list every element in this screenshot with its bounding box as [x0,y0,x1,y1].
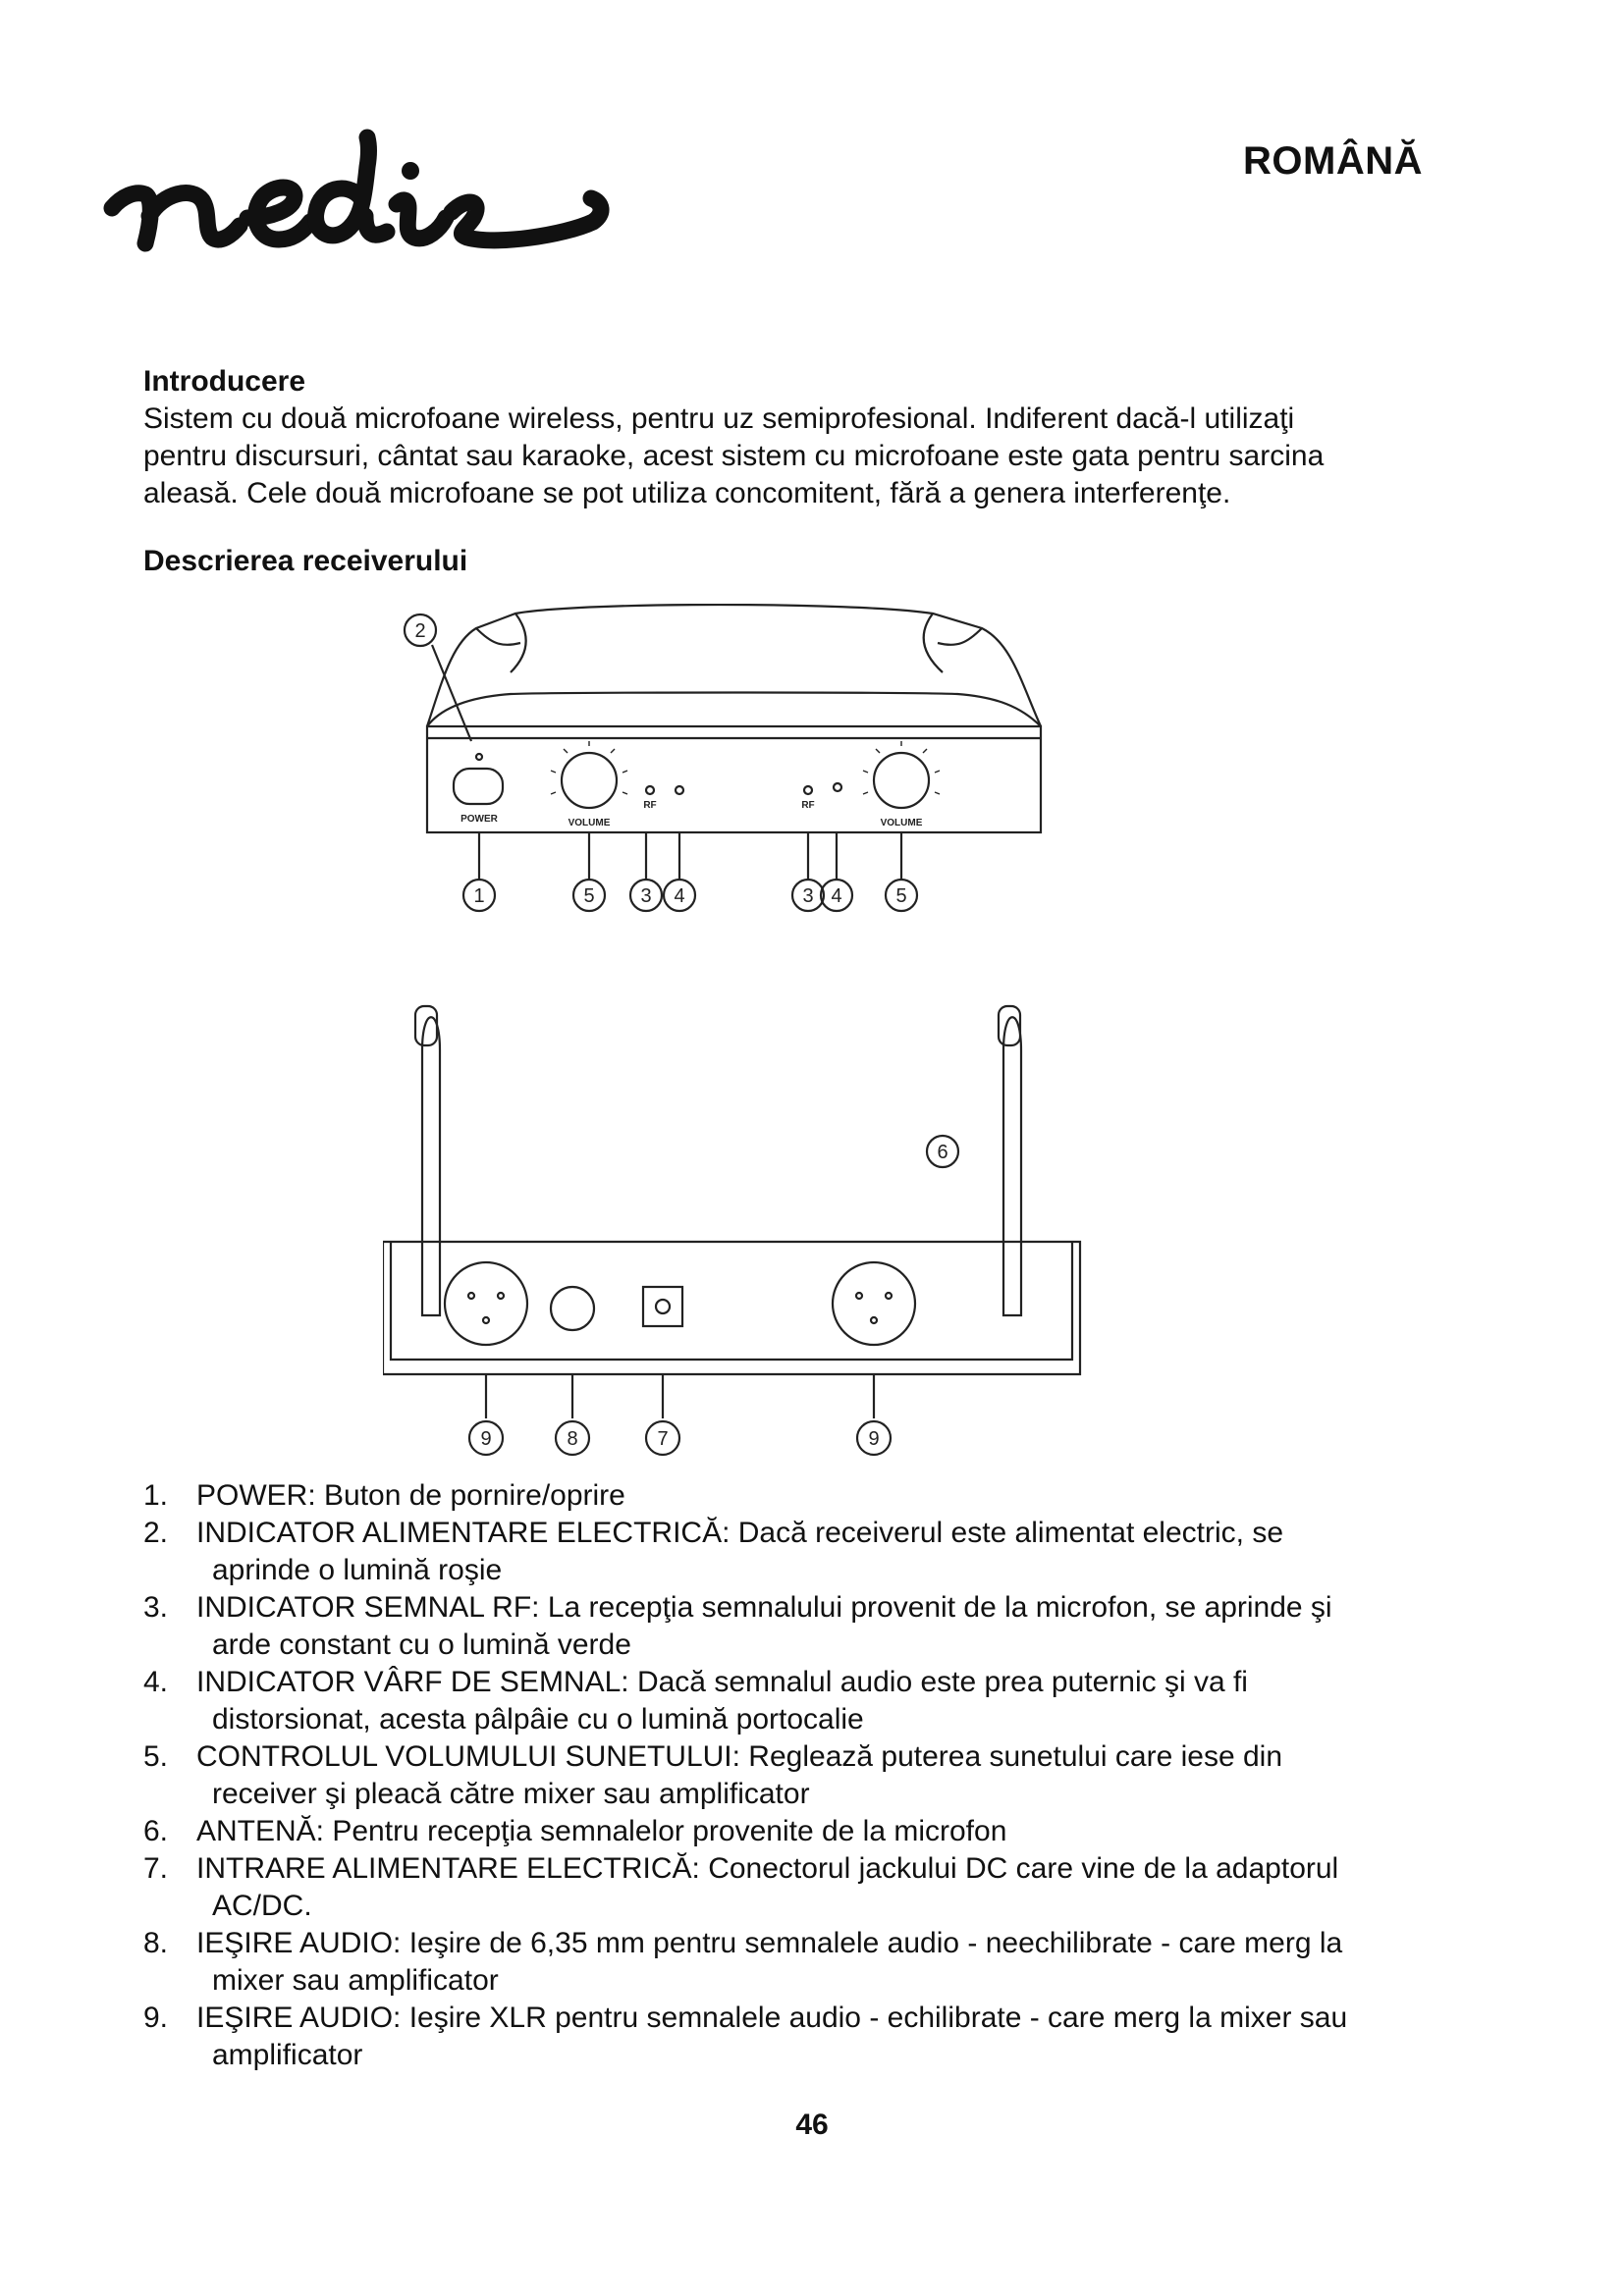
page-number: 46 [795,2109,829,2141]
callout-3-left: 3 [640,885,652,907]
legend-item: 8. IEŞIRE AUDIO: Ieşire de 6,35 mm pentru semnalele audio - neechilibrate - care merg la mixer sau amplificator [143,1927,1343,1997]
legend-item: 7. INTRARE ALIMENTARE ELECTRICĂ: Conectorul jackului DC care vine de la adaptorul AC/DC. [143,1852,1339,1922]
svg-text:nedis: nedis [102,263,105,264]
receiver-back-view [383,1006,1080,1418]
callout-3-right: 3 [802,885,814,907]
legend-item: 5. CONTROLUL VOLUMULUI SUNETULUI: Reglează puterea sunetului care iese din receiver şi pleacă către mixer sau amplificator [143,1740,1283,1810]
callout-8: 8 [567,1428,578,1450]
legend-item: 1. POWER: Buton de pornire/oprire [143,1479,625,1512]
receiver-diagram [383,604,1090,1487]
legend-item: 9. IEŞIRE AUDIO: Ieşire XLR pentru semnalele audio - echilibrate - care merg la mixer sau amplificator [143,2002,1348,2071]
component-legend [143,1477,1371,2074]
intro-paragraph: Sistem cu două microfoane wireless, pentru uz semiprofesional. Indiferent dacă-l utilizaţi pentru discursuri, cântat sau karaoke, acest sistem cu microfoane este gata pentru sarcina aleasă. Cele două microfoane se pot utiliza concomitent, fără a genera interferenţe. [143,402,1325,509]
callout-2: 2 [414,620,426,642]
volume-label-left: VOLUME [568,818,611,828]
callout-1: 1 [473,885,485,907]
intro-heading: Introducere [143,365,306,398]
callout-4-left: 4 [674,885,685,907]
legend-item: 3. INDICATOR SEMNAL RF: La recepţia semnalului provenit de la microfon, se aprinde şi arde constant cu o lumină verde [143,1591,1332,1661]
volume-label-right: VOLUME [880,818,923,828]
rf-label-right: RF [801,800,815,811]
callout-4-right: 4 [831,885,842,907]
receiver-front-view [427,605,1041,879]
power-label: POWER [460,814,498,825]
callout-6: 6 [937,1142,948,1163]
rf-label-left: RF [643,800,657,811]
receiver-description-heading: Descrierea receiverului [143,545,468,577]
legend-item: 4. INDICATOR VÂRF DE SEMNAL: Dacă semnalul audio este prea puternic şi va fi distorsionat, acesta pâlpâie cu o lumină portocalie [143,1666,1248,1735]
nedis-logo [102,128,613,265]
language-label: ROMÂNĂ [1243,139,1423,183]
legend-item: 6. ANTENĂ: Pentru recepţia semnalelor provenite de la microfon [143,1815,1007,1847]
callout-9-right: 9 [868,1428,880,1450]
callout-9-left: 9 [480,1428,492,1450]
callout-7: 7 [657,1428,669,1450]
callout-5-left: 5 [583,885,595,907]
legend-item: 2. INDICATOR ALIMENTARE ELECTRICĂ: Dacă receiverul este alimentat electric, se aprinde o lumină roşie [143,1517,1283,1586]
callout-5-right: 5 [895,885,907,907]
